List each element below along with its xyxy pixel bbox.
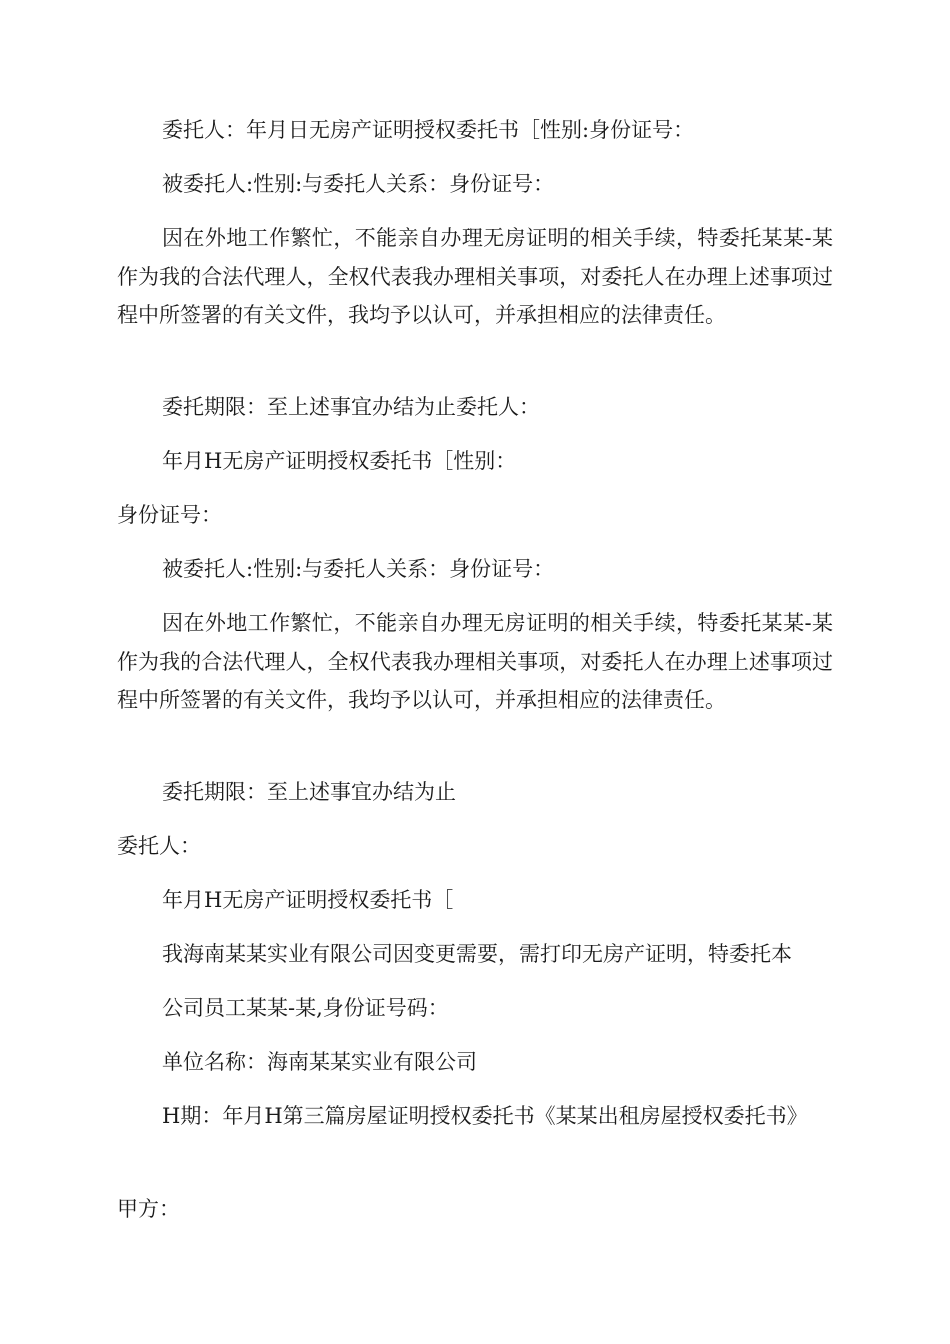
authorization-paragraph: 因在外地工作繁忙，不能亲自办理无房证明的相关手续，特委托某某-某作为我的合法代理人，全权代表我办理相关事项，对委托人在办理上述事项过程中所签署的有关文件，我均予以认可，并承担相应的法律责任。 — [117, 226, 833, 327]
employee-line: 公司员工某某-某,身份证号码： — [162, 996, 449, 1020]
authorization-paragraph-2: 因在外地工作繁忙，不能亲自办理无房证明的相关手续，特委托某某-某作为我的合法代理人，全权代表我办理相关事项，对委托人在办理上述事项过程中所签署的有关文件，我均予以认可，并承担相应的法律责任。 — [117, 611, 833, 712]
unit-name-line: 单位名称：海南某某实业有限公司 — [162, 1050, 477, 1074]
term-line: 委托期限：至上述事宜办结为止 — [162, 780, 456, 804]
agent-line: 被委托人:性别:与委托人关系：身份证号： — [162, 172, 555, 196]
principal-line: 委托人：年月日无房产证明授权委托书［性别:身份证号： — [162, 118, 695, 142]
party-a-line: 甲方： — [117, 1197, 180, 1221]
date-title-line: 年月H无房产证明授权委托书［性别： — [162, 449, 517, 473]
date-third-title: H期：年月H第三篇房屋证明授权委托书《某某出租房屋授权委托书》 — [162, 1104, 808, 1128]
company-statement: 我海南某某实业有限公司因变更需要，需打印无房产证明，特委托本 — [162, 942, 792, 966]
agent-line-2: 被委托人:性别:与委托人关系：身份证号： — [162, 557, 555, 581]
date-title-line-2: 年月H无房产证明授权委托书［ — [162, 888, 454, 912]
principal-label: 委托人： — [117, 834, 201, 858]
term-principal-line: 委托期限：至上述事宜办结为止委托人： — [162, 395, 540, 419]
id-number-line: 身份证号： — [117, 503, 222, 527]
